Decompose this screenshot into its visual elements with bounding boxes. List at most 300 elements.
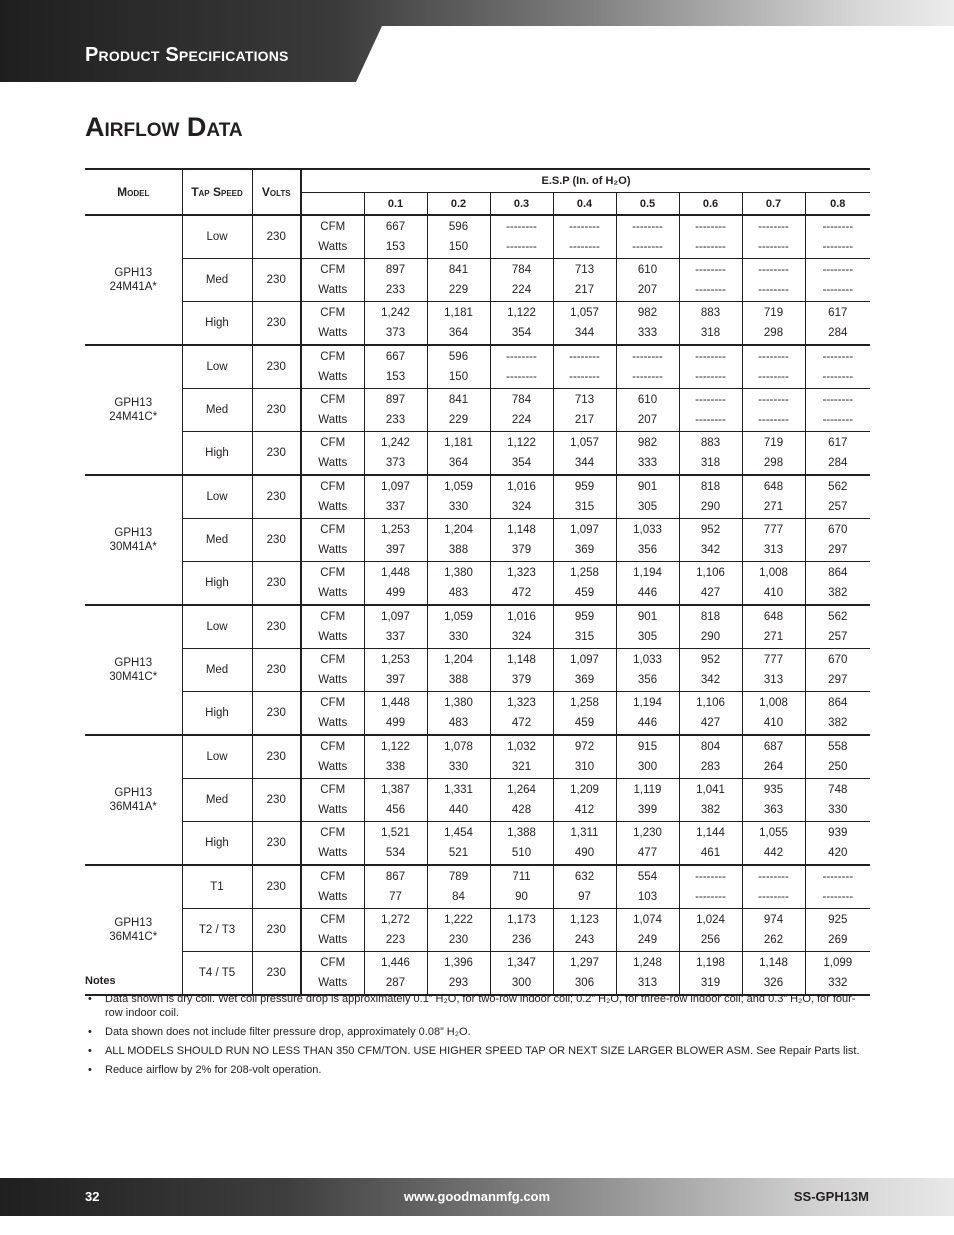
value-cell — [805, 562, 870, 606]
value-cell — [364, 215, 427, 259]
watts-value: 257 — [828, 501, 848, 513]
cfm-value: 1,448 — [381, 696, 410, 709]
cfm-label: CFM — [320, 220, 346, 233]
value-cell — [742, 649, 805, 692]
value-cell — [742, 475, 805, 519]
cfm-value: -------- — [632, 220, 663, 233]
watts-label: Watts — [318, 241, 348, 253]
cfm-value: 667 — [385, 350, 406, 363]
measure-label-cell — [301, 562, 364, 606]
value-cell — [805, 519, 870, 562]
cfm-value: 1,194 — [633, 566, 662, 579]
value-cell — [553, 519, 616, 562]
value-cell — [490, 432, 553, 476]
watts-value: 440 — [448, 804, 469, 816]
value-cell — [490, 692, 553, 736]
watts-value: 224 — [511, 414, 532, 426]
value-cell — [427, 779, 490, 822]
tap-speed-cell: Med — [182, 519, 252, 562]
watts-value: 233 — [385, 284, 406, 296]
watts-value: -------- — [822, 891, 854, 903]
cfm-value: 648 — [763, 480, 784, 493]
tap-speed-cell: Low — [182, 735, 252, 779]
value-cell — [679, 215, 742, 259]
value-cell — [364, 389, 427, 432]
volts-cell: 230 — [252, 779, 301, 822]
watts-value: 90 — [515, 891, 528, 903]
watts-value: -------- — [822, 414, 854, 426]
cfm-value: -------- — [822, 263, 854, 276]
value-cell — [427, 735, 490, 779]
cfm-value: 883 — [700, 306, 721, 319]
cfm-label: CFM — [320, 523, 346, 536]
value-cell — [616, 649, 679, 692]
cfm-value: -------- — [695, 263, 726, 276]
watts-value: 330 — [828, 804, 848, 816]
table-row — [85, 475, 870, 519]
value-cell — [805, 432, 870, 476]
tap-speed-cell: High — [182, 692, 252, 736]
value-cell — [553, 735, 616, 779]
page-title: Product Specifications — [85, 44, 289, 66]
value-cell — [553, 649, 616, 692]
model-cell: GPH13 30M41A* — [85, 475, 182, 605]
cfm-value: 1,297 — [570, 956, 599, 969]
cfm-value: 952 — [700, 523, 721, 536]
cfm-value: 1,097 — [570, 653, 599, 666]
value-cell — [490, 215, 553, 259]
cfm-value: 1,059 — [444, 610, 473, 623]
value-cell — [805, 259, 870, 302]
watts-label: Watts — [318, 847, 348, 859]
value-cell — [679, 475, 742, 519]
esp-value-header: 0.1 — [364, 193, 427, 216]
value-cell — [742, 692, 805, 736]
header-white-area — [382, 26, 954, 82]
watts-value: 217 — [574, 414, 595, 426]
watts-value: 330 — [448, 631, 469, 643]
watts-value: -------- — [632, 241, 663, 253]
watts-value: 369 — [574, 674, 595, 686]
cfm-value: 1,331 — [444, 783, 473, 796]
value-cell — [490, 519, 553, 562]
value-cell — [427, 259, 490, 302]
watts-value: 264 — [763, 761, 784, 773]
value-cell — [427, 692, 490, 736]
watts-value: 499 — [385, 587, 406, 599]
value-cell — [742, 345, 805, 389]
cfm-value: 901 — [637, 480, 658, 493]
cfm-value: 784 — [511, 263, 532, 276]
tap-speed-cell: High — [182, 562, 252, 606]
cfm-value: 1,122 — [507, 306, 536, 319]
table-row — [85, 215, 870, 259]
tap-speed-cell: Low — [182, 345, 252, 389]
watts-value: 305 — [637, 501, 658, 513]
cfm-value: -------- — [758, 220, 789, 233]
watts-value: 271 — [763, 631, 784, 643]
cfm-value: 1,521 — [381, 826, 410, 839]
watts-value: -------- — [822, 241, 854, 253]
value-cell — [679, 432, 742, 476]
cfm-value: 1,099 — [823, 956, 853, 969]
watts-value: 230 — [448, 934, 469, 946]
measure-label-cell — [301, 865, 364, 909]
value-cell — [805, 649, 870, 692]
value-cell — [490, 389, 553, 432]
value-cell — [616, 215, 679, 259]
value-cell — [679, 389, 742, 432]
watts-label: Watts — [318, 327, 348, 339]
volts-cell: 230 — [252, 562, 301, 606]
tap-speed-cell: High — [182, 302, 252, 346]
watts-value: 326 — [763, 977, 784, 989]
value-cell — [679, 259, 742, 302]
watts-label: Watts — [318, 717, 348, 729]
cfm-value: 632 — [574, 870, 595, 883]
watts-value: 356 — [637, 674, 658, 686]
tap-speed-cell: T1 — [182, 865, 252, 909]
esp-value-header: 0.2 — [427, 193, 490, 216]
watts-value: 364 — [448, 457, 469, 469]
watts-value: 354 — [511, 327, 532, 339]
value-cell — [427, 865, 490, 909]
cfm-value: 982 — [637, 436, 658, 449]
cfm-value: 1,057 — [570, 306, 599, 319]
cfm-value: -------- — [695, 870, 726, 883]
value-cell — [364, 649, 427, 692]
value-cell — [490, 562, 553, 606]
watts-value: 534 — [385, 847, 406, 859]
cfm-value: -------- — [569, 350, 600, 363]
esp-value-header: 0.7 — [742, 193, 805, 216]
value-cell — [616, 692, 679, 736]
watts-value: 427 — [700, 587, 721, 599]
watts-value: 298 — [763, 327, 784, 339]
watts-value: -------- — [758, 241, 789, 253]
watts-value: 300 — [511, 977, 532, 989]
watts-label: Watts — [318, 371, 348, 383]
tap-speed-cell: Med — [182, 389, 252, 432]
cfm-value: 1,264 — [507, 783, 536, 796]
watts-value: 459 — [574, 587, 595, 599]
watts-value: 356 — [637, 544, 658, 556]
watts-value: 310 — [574, 761, 595, 773]
cfm-value: -------- — [569, 220, 600, 233]
note-item: • ALL MODELS SHOULD RUN NO LESS THAN 350 CFM/TON. USE HIGHER SPEED TAP OR NEXT SIZE LARGER BLOWER ASM. See Repair Parts list. — [105, 1044, 870, 1058]
cfm-label: CFM — [320, 480, 346, 493]
value-cell — [616, 865, 679, 909]
watts-value: 297 — [828, 674, 848, 686]
watts-value: 300 — [637, 761, 658, 773]
table-row — [85, 692, 870, 736]
watts-value: 412 — [574, 804, 595, 816]
cfm-value: 748 — [828, 783, 848, 796]
header-diagonal — [356, 26, 382, 82]
value-cell — [553, 432, 616, 476]
watts-value: 510 — [511, 847, 532, 859]
value-cell — [805, 822, 870, 866]
cfm-value: 687 — [763, 740, 784, 753]
esp-value-header: 0.3 — [490, 193, 553, 216]
value-cell — [742, 562, 805, 606]
value-cell — [427, 649, 490, 692]
cfm-value: 1,272 — [381, 913, 410, 926]
cfm-value: 1,032 — [507, 740, 536, 753]
value-cell — [805, 779, 870, 822]
watts-value: 490 — [574, 847, 595, 859]
value-cell — [616, 475, 679, 519]
watts-value: -------- — [758, 371, 789, 383]
cfm-label: CFM — [320, 436, 346, 449]
tap-speed-cell: T4 / T5 — [182, 952, 252, 996]
cfm-value: 972 — [574, 740, 595, 753]
volts-cell: 230 — [252, 692, 301, 736]
col-header-volts: Volts — [252, 169, 301, 215]
cfm-value: 818 — [700, 610, 721, 623]
cfm-value: -------- — [695, 220, 726, 233]
value-cell — [364, 432, 427, 476]
watts-label: Watts — [318, 501, 348, 513]
value-cell — [364, 302, 427, 346]
volts-cell: 230 — [252, 302, 301, 346]
watts-value: 461 — [700, 847, 721, 859]
note-item: • Data shown is dry coil. Wet coil pressure drop is approximately 0.1” H₂O, for two-row indoor coil; 0.2” H₂O, for three-row indoor coil; and 0.3” H₂O, for four-row indoor coil. — [105, 992, 870, 1020]
value-cell — [742, 259, 805, 302]
value-cell — [679, 909, 742, 952]
cfm-value: 982 — [637, 306, 658, 319]
value-cell — [679, 605, 742, 649]
note-item: • Data shown does not include filter pressure drop, approximately 0.08” H₂O. — [105, 1025, 870, 1039]
cfm-value: 864 — [828, 566, 848, 579]
watts-value: 330 — [448, 501, 469, 513]
cfm-label: CFM — [320, 566, 346, 579]
watts-value: 379 — [511, 544, 532, 556]
cfm-value: 1,204 — [444, 523, 473, 536]
value-cell — [427, 215, 490, 259]
cfm-value: -------- — [632, 350, 663, 363]
watts-value: 472 — [511, 587, 532, 599]
watts-value: 287 — [385, 977, 406, 989]
cfm-value: 925 — [828, 913, 848, 926]
value-cell — [742, 822, 805, 866]
value-cell — [364, 605, 427, 649]
cfm-value: 1,033 — [633, 523, 662, 536]
notes-title: Notes — [85, 975, 116, 987]
value-cell — [427, 389, 490, 432]
watts-value: -------- — [695, 284, 726, 296]
watts-value: 428 — [511, 804, 532, 816]
cfm-label: CFM — [320, 696, 346, 709]
watts-value: 446 — [637, 717, 658, 729]
value-cell — [490, 302, 553, 346]
airflow-table — [85, 168, 870, 996]
value-cell — [427, 345, 490, 389]
cfm-value: -------- — [822, 350, 854, 363]
cfm-value: 935 — [763, 783, 784, 796]
measure-label-cell — [301, 735, 364, 779]
cfm-value: 667 — [385, 220, 406, 233]
table-row — [85, 432, 870, 476]
tap-speed-cell: High — [182, 822, 252, 866]
watts-value: 388 — [448, 544, 469, 556]
value-cell — [490, 735, 553, 779]
value-cell — [364, 909, 427, 952]
watts-value: 344 — [574, 457, 595, 469]
table-row — [85, 779, 870, 822]
table-row — [85, 389, 870, 432]
watts-value: 229 — [448, 414, 469, 426]
cfm-value: 1,230 — [633, 826, 662, 839]
cfm-value: 1,253 — [381, 523, 410, 536]
cfm-value: -------- — [758, 870, 789, 883]
cfm-value: 1,078 — [444, 740, 473, 753]
cfm-value: 784 — [511, 393, 532, 406]
footer-band — [0, 1178, 954, 1216]
watts-value: 382 — [828, 587, 848, 599]
watts-value: 223 — [385, 934, 406, 946]
watts-value: 410 — [763, 717, 784, 729]
watts-value: 306 — [574, 977, 595, 989]
value-cell — [427, 909, 490, 952]
watts-value: 442 — [763, 847, 784, 859]
value-cell — [679, 865, 742, 909]
measure-label-cell — [301, 475, 364, 519]
value-cell — [679, 519, 742, 562]
model-cell: GPH13 30M41C* — [85, 605, 182, 735]
cfm-value: 1,148 — [507, 523, 536, 536]
cfm-label: CFM — [320, 306, 346, 319]
watts-value: 269 — [828, 934, 848, 946]
cfm-value: 1,008 — [759, 696, 788, 709]
cfm-value: -------- — [758, 350, 789, 363]
cfm-value: 959 — [574, 610, 595, 623]
cfm-value: 1,122 — [381, 740, 410, 753]
volts-cell: 230 — [252, 215, 301, 259]
cfm-value: 1,119 — [633, 783, 662, 796]
cfm-value: 1,204 — [444, 653, 473, 666]
cfm-value: -------- — [758, 393, 789, 406]
watts-value: 313 — [637, 977, 658, 989]
cfm-label: CFM — [320, 263, 346, 276]
watts-value: 342 — [700, 674, 721, 686]
watts-value: 103 — [637, 891, 658, 903]
watts-value: -------- — [758, 414, 789, 426]
measure-label-cell — [301, 389, 364, 432]
cfm-value: 1,248 — [633, 956, 662, 969]
watts-value: 305 — [637, 631, 658, 643]
value-cell — [679, 562, 742, 606]
watts-value: -------- — [758, 891, 789, 903]
cfm-value: -------- — [506, 350, 537, 363]
value-cell — [553, 215, 616, 259]
value-cell — [742, 215, 805, 259]
watts-value: 298 — [763, 457, 784, 469]
cfm-value: 1,454 — [444, 826, 473, 839]
value-cell — [616, 605, 679, 649]
esp-value-header: 0.5 — [616, 193, 679, 216]
watts-value: 521 — [448, 847, 469, 859]
cfm-value: 1,016 — [507, 610, 536, 623]
value-cell — [616, 779, 679, 822]
cfm-value: 1,380 — [444, 696, 473, 709]
watts-value: 84 — [452, 891, 465, 903]
value-cell — [679, 779, 742, 822]
watts-value: 153 — [385, 241, 406, 253]
volts-cell: 230 — [252, 735, 301, 779]
watts-value: 364 — [448, 327, 469, 339]
value-cell — [553, 475, 616, 519]
cfm-value: 1,347 — [507, 956, 536, 969]
watts-value: 338 — [385, 761, 406, 773]
table-row — [85, 909, 870, 952]
cfm-value: 864 — [828, 696, 848, 709]
value-cell — [742, 519, 805, 562]
watts-value: -------- — [632, 371, 663, 383]
watts-value: 369 — [574, 544, 595, 556]
value-cell — [805, 345, 870, 389]
notes-section — [85, 975, 870, 1082]
cfm-value: 1,016 — [507, 480, 536, 493]
value-cell — [616, 822, 679, 866]
header-band — [0, 0, 954, 82]
cfm-value: 1,144 — [696, 826, 725, 839]
cfm-value: 1,446 — [381, 956, 410, 969]
cfm-value: 1,057 — [570, 436, 599, 449]
watts-label: Watts — [318, 977, 348, 989]
cfm-value: 777 — [763, 523, 784, 536]
volts-cell: 230 — [252, 909, 301, 952]
watts-value: 420 — [828, 847, 848, 859]
watts-value: 382 — [828, 717, 848, 729]
watts-value: 324 — [511, 631, 532, 643]
cfm-value: 610 — [637, 263, 658, 276]
table-row — [85, 302, 870, 346]
cfm-value: 1,173 — [507, 913, 536, 926]
cfm-value: 867 — [385, 870, 406, 883]
watts-value: 290 — [700, 631, 721, 643]
table-row — [85, 259, 870, 302]
watts-value: 382 — [700, 804, 721, 816]
volts-cell: 230 — [252, 259, 301, 302]
measure-label-cell — [301, 692, 364, 736]
measure-label-cell — [301, 779, 364, 822]
watts-value: 250 — [828, 761, 848, 773]
measure-label-cell — [301, 519, 364, 562]
value-cell — [490, 475, 553, 519]
watts-value: 313 — [763, 674, 784, 686]
value-cell — [364, 562, 427, 606]
value-cell — [616, 909, 679, 952]
measure-label-cell — [301, 345, 364, 389]
cfm-value: 1,387 — [381, 783, 410, 796]
value-cell — [805, 909, 870, 952]
cfm-value: 648 — [763, 610, 784, 623]
value-cell — [364, 345, 427, 389]
watts-label: Watts — [318, 674, 348, 686]
watts-label: Watts — [318, 891, 348, 903]
value-cell — [805, 389, 870, 432]
watts-value: 321 — [511, 761, 532, 773]
tap-speed-label: Tap Speed — [191, 185, 243, 199]
watts-value: 315 — [574, 631, 595, 643]
cfm-value: 1,074 — [633, 913, 662, 926]
watts-value: 499 — [385, 717, 406, 729]
cfm-value: 554 — [637, 870, 658, 883]
value-cell — [490, 779, 553, 822]
cfm-value: 1,148 — [507, 653, 536, 666]
cfm-value: -------- — [822, 220, 854, 233]
